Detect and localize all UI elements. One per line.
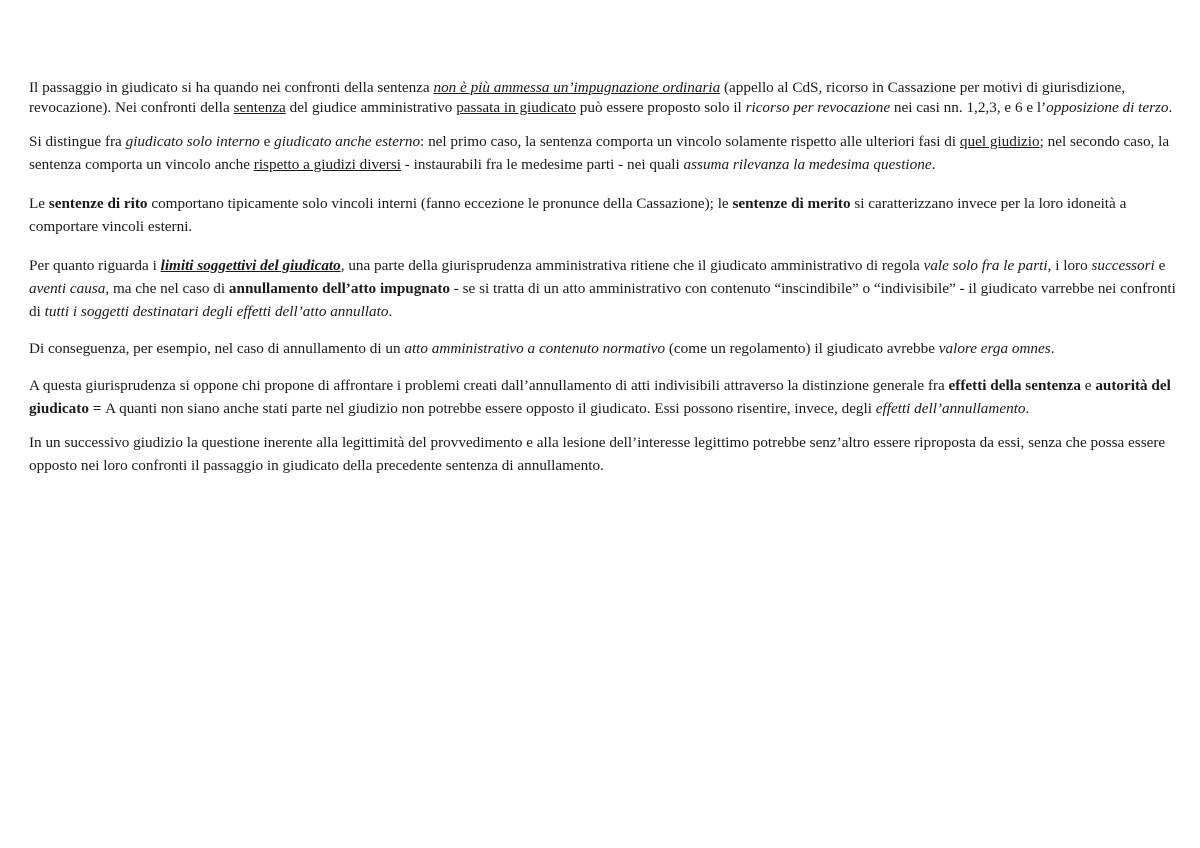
text-run: sentenza bbox=[233, 99, 286, 116]
document-page bbox=[29, 78, 1177, 477]
text-run: quel giudizio bbox=[959, 133, 1040, 150]
text-run: limiti soggettivi del giudicato bbox=[160, 257, 341, 274]
text-run: e bbox=[259, 133, 275, 150]
text-run: - se si tratta di un atto amministrativo con contenuto “inscindibile” o “indivisibile” - il giudicato varrebbe nei confronti di bbox=[29, 280, 1176, 320]
text-run: (come un regolamento) il giudicato avrebbe bbox=[665, 340, 939, 357]
text-run: può essere proposto solo il bbox=[575, 99, 746, 116]
text-run: tutti i soggetti destinatari degli effetti dell’atto annullato bbox=[44, 303, 389, 320]
text-run: In un successivo giudizio la questione inerente alla legittimità del provvedimento e alla lesione dell’interesse legittimo potrebbe senz’altro essere riproposta da essi, senza che possa essere opposto nei loro confronti il passaggio in giudicato della precedente sentenza di annullamento. bbox=[29, 434, 1166, 474]
text-run: Il passaggio in giudicato si ha quando nei confronti della sentenza bbox=[29, 79, 434, 96]
paragraph-normative-act bbox=[29, 337, 1177, 360]
paragraph-procedural-merit bbox=[29, 192, 1177, 238]
text-run: : nel primo caso, la sentenza comporta un vincolo solamente rispetto alle ulteriori fasi di bbox=[420, 133, 960, 150]
text-run: comportano tipicamente solo vincoli interni (fanno eccezione le pronunce della Cassazione); le bbox=[147, 195, 733, 212]
paragraph-subjective-limits bbox=[29, 254, 1177, 323]
text-run: . bbox=[1050, 340, 1055, 357]
text-run: Le bbox=[29, 195, 49, 212]
paragraph-subsequent-judgment bbox=[29, 431, 1177, 477]
text-run: nei casi nn. 1,2,3, e 6 e l’ bbox=[890, 99, 1047, 116]
text-run: giudicato solo interno bbox=[125, 133, 260, 150]
text-run: giudicato anche esterno bbox=[274, 133, 421, 150]
text-run: del giudice amministrativo bbox=[285, 99, 457, 116]
text-run: successori bbox=[1091, 257, 1155, 274]
text-run: . bbox=[1168, 99, 1173, 116]
text-run: vale solo fra le parti bbox=[923, 257, 1048, 274]
text-run: valore erga omnes bbox=[938, 340, 1051, 357]
text-run: assuma rilevanza la medesima questione bbox=[683, 156, 932, 173]
paragraph-internal-external bbox=[29, 130, 1177, 176]
text-run: (appello al CdS, ricorso in Cassazione per motivi di giurisdizione, revocazione). Nei confronti della bbox=[29, 79, 1126, 116]
text-run: autorità del giudicato = bbox=[29, 377, 1171, 417]
paragraph-res-judicata bbox=[29, 78, 1177, 118]
text-run: , ma che nel caso di bbox=[105, 280, 229, 297]
text-run: , i loro bbox=[1047, 257, 1092, 274]
text-run: effetti della sentenza bbox=[948, 377, 1081, 394]
text-run: aventi causa bbox=[29, 280, 106, 297]
text-run: Per quanto riguarda i bbox=[29, 257, 161, 274]
text-run: non è più ammessa un’impugnazione ordinaria bbox=[433, 79, 721, 96]
text-run: e bbox=[1154, 257, 1166, 274]
text-run: annullamento dell’atto impugnato bbox=[228, 280, 450, 297]
text-run: . bbox=[931, 156, 936, 173]
text-run: Di conseguenza, per esempio, nel caso di annullamento di un bbox=[29, 340, 405, 357]
text-run: passata in giudicato bbox=[456, 99, 576, 116]
text-run: Si distingue fra bbox=[29, 133, 126, 150]
text-run: effetti dell’annullamento bbox=[875, 400, 1026, 417]
text-run: rispetto a giudizi diversi bbox=[253, 156, 401, 173]
text-run: A questa giurisprudenza si oppone chi propone di affrontare i problemi creati dall’annullamento di atti indivisibili attraverso la distinzione generale fra bbox=[29, 377, 949, 394]
text-run: atto amministrativo a contenuto normativo bbox=[404, 340, 666, 357]
text-run: , una parte della giurisprudenza amministrativa ritiene che il giudicato amministrativo di regola bbox=[340, 257, 924, 274]
text-run: sentenze di rito bbox=[48, 195, 148, 212]
text-run: ; nel secondo caso, la sentenza comporta un vincolo anche bbox=[29, 133, 1170, 173]
text-run: . bbox=[388, 303, 393, 320]
text-run: A quanti non siano anche stati parte nel giudizio non potrebbe essere opposto il giudicato. Essi possono risentire, invece, degli bbox=[105, 400, 876, 417]
text-run: . bbox=[1025, 400, 1030, 417]
paragraph-effects-authority bbox=[29, 374, 1177, 420]
text-run: - instaurabili fra le medesime parti - nei quali bbox=[400, 156, 684, 173]
text-run: opposizione di terzo bbox=[1046, 99, 1169, 116]
text-run: sentenze di merito bbox=[732, 195, 851, 212]
text-run: e bbox=[1080, 377, 1096, 394]
text-run: si caratterizzano invece per la loro idoneità a comportare vincoli esterni. bbox=[29, 195, 1127, 235]
text-run: ricorso per revocazione bbox=[745, 99, 891, 116]
